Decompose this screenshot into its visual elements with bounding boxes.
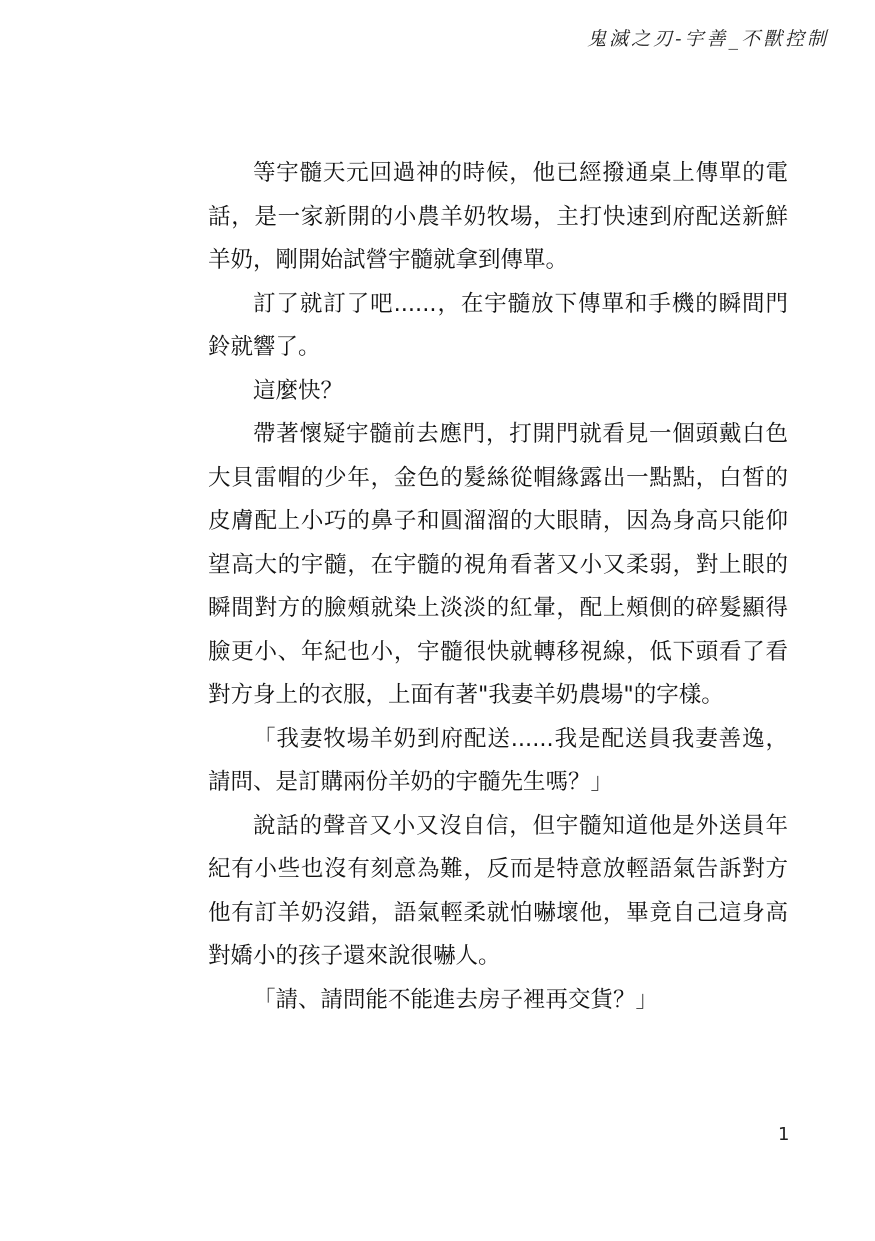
page-header-title: 鬼滅之刃-宇善_不獸控制 <box>587 28 829 50</box>
paragraph: 「請、請問能不能進去房子裡再交貨？」 <box>253 986 659 1013</box>
paragraph: 帶著懷疑宇髓前去應門，打開門就看見一個頭戴白色大貝雷帽的少年，金色的髮絲從帽緣露出一點點，白皙的皮膚配上小巧的鼻子和圓溜溜的大眼睛，因為身高只能仰望高大的宇髓，在宇髓的視角看著又小又柔弱，對上眼的瞬間對方的臉頰就染上淡淡的紅暈，配上頰側的碎髮顯得臉更小、年紀也小，宇髓很快就轉移視線，低下頭看了看對方身上的衣服，上面有著"我妻羊奶農場"的字樣。 <box>208 421 788 708</box>
paragraph: 訂了就訂了吧......，在宇髓放下傳單和手機的瞬間門鈴就響了。 <box>208 290 788 360</box>
paragraph: 等宇髓天元回過神的時候，他已經撥通桌上傳單的電話，是一家新開的小農羊奶牧場，主打快速到府配送新鮮羊奶，剛開始試營宇髓就拿到傳單。 <box>208 160 788 273</box>
page-number: 1 <box>778 1124 790 1145</box>
document-body <box>208 152 788 1022</box>
paragraph: 「我妻牧場羊奶到府配送......我是配送員我妻善逸，請問、是訂購兩份羊奶的宇髓先生嗎？」 <box>208 725 788 795</box>
paragraph: 說話的聲音又小又沒自信，但宇髓知道他是外送員年紀有小些也沒有刻意為難，反而是特意放輕語氣告訴對方他有訂羊奶沒錯，語氣輕柔就怕嚇壞他，畢竟自己這身高對嬌小的孩子還來說很嚇人。 <box>208 812 788 969</box>
paragraph: 這麼快？ <box>253 377 344 404</box>
